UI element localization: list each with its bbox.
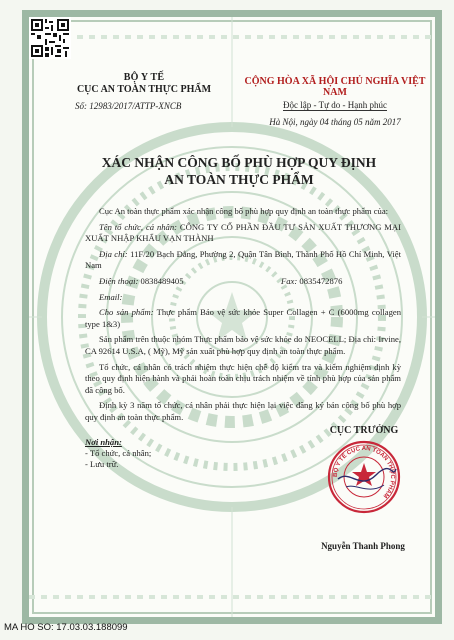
certificate-body (85, 206, 401, 428)
nation-name: CỘNG HÒA XÃ HỘI CHỦ NGHĨA VIỆT NAM (244, 76, 426, 98)
address-value: 11F/20 Bạch Đằng, Phường 2, Quận Tân Bình, Thành Phố Hồ Chí Minh, Việt Nam (85, 248, 401, 271)
responsibility-paragraph: Tổ chức, cá nhân có trách nhiệm thực hiện chế độ kiểm tra và kiểm nghiệm định kỳ theo quy định hiện hành và phải hoàn toàn chịu trách nhiệm về tính phù hợp của sản phẩm đã công bố. (85, 361, 401, 395)
dossier-code: MA HO SO: 17.03.03.188099 (4, 622, 128, 633)
national-motto: Độc lập - Tự do - Hạnh phúc (283, 100, 387, 110)
organization-label: Tên tổ chức, cá nhân: (99, 221, 177, 232)
signatory-name: Nguyễn Thanh Phong (321, 541, 405, 551)
document-title-line2: AN TOÀN THỰC PHẨM (164, 172, 314, 187)
renewal-paragraph: Định kỳ 3 năm tổ chức, cá nhân phải thực hiện lại việc đăng ký bản công bố phù hợp quy định an toàn thực phẩm. (85, 400, 401, 422)
certificate-page (22, 10, 442, 624)
issuer-header (69, 72, 219, 111)
issue-date: Hà Nội, ngày 04 tháng 05 năm 2017 (269, 117, 401, 127)
contact-line (85, 276, 401, 288)
document-number: Số: 12983/2017/ATTP-XNCB (75, 101, 182, 111)
recipient-item: - Lưu trữ. (85, 459, 119, 469)
product-label: Cho sản phẩm: (99, 307, 154, 318)
recipient-item: - Tổ chức, cá nhân; (85, 448, 152, 458)
seal-text: BỘ Y TẾ CỤC AN TOÀN THỰC PHẨM (332, 445, 396, 499)
fax-label: Fax: (281, 275, 298, 286)
qr-code-icon (29, 17, 71, 59)
address-label: Địa chỉ: (99, 248, 128, 259)
national-header (235, 76, 435, 127)
ministry-name: BỘ Y TẾ (123, 72, 165, 83)
recipients-block (85, 437, 151, 470)
product-value: Thực phẩm Bảo vệ sức khỏe Super Collagen + C (6000mg collagen type 1&3) (85, 307, 401, 329)
agency-name: CỤC AN TOÀN THỰC PHẨM (76, 84, 212, 95)
origin-paragraph: Sản phẩm trên thuộc nhóm Thực phẩm bảo vệ sức khỏe do NEOCELL; Địa chỉ: Irvine, CA 92614 U.S.A, ( Mỹ), Mỹ sản xuất phù hợp quy định an toàn thực phẩm. (85, 334, 401, 356)
recipients-heading: Nơi nhận: (85, 437, 122, 447)
phone-label: Điện thoại: (99, 275, 139, 286)
intro-paragraph: Cục An toàn thực phẩm xác nhận công bố phù hợp quy định an toàn thực phẩm của: (99, 206, 389, 216)
organization-line (85, 222, 401, 245)
email-label: Email: (99, 291, 123, 302)
address-line (85, 249, 401, 272)
document-title-line1: XÁC NHẬN CÔNG BỐ PHÙ HỢP QUY ĐỊNH (101, 155, 377, 170)
phone-value: 0838489405 (140, 275, 184, 286)
official-seal-icon (326, 439, 402, 515)
signatory-title: CỤC TRƯỞNG (329, 425, 399, 436)
organization-value: CÔNG TY CỔ PHẦN ĐẦU TƯ SẢN XUẤT THƯƠNG MẠI XUẤT NHẬP KHẨU VẠN THÀNH (85, 221, 401, 244)
fax-value: 0835472876 (299, 275, 343, 286)
product-line (85, 307, 401, 330)
